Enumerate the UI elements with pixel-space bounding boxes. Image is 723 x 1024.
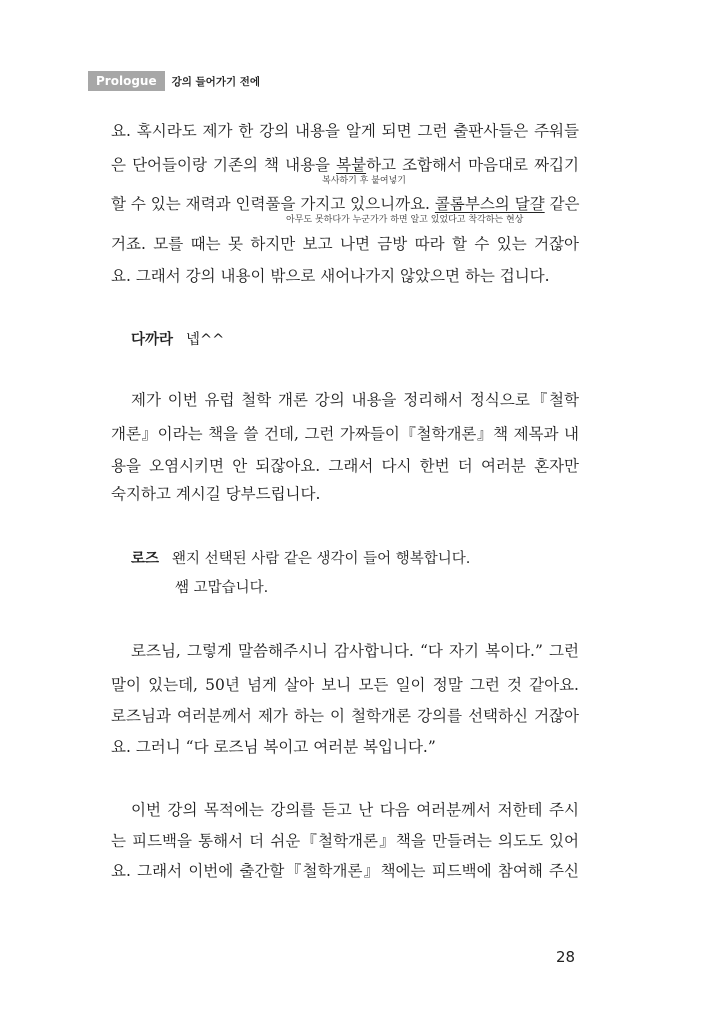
body-line: 제가 이번 유럽 철학 개론 강의 내용을 정리해서 정식으로『철학 [131,391,579,409]
body-line: 요. 그러니 “다 로즈님 복이고 여러분 복입니다.” [111,738,436,756]
running-header [88,71,260,91]
dialogue-message: 넵^^ [185,332,225,348]
body-line: 할 수 있는 재력과 인력풀을 가지고 있으니까요. 콜롬부스의 달걀 같은 [111,195,580,213]
section-label: Prologue [88,71,165,91]
dialogue-line [131,547,470,570]
body-line: 거죠. 모를 때는 못 하지만 보고 나면 금방 따라 할 수 있는 거잖아 [111,235,579,253]
body-line: 은 단어들이랑 기존의 책 내용을 복붙하고 조합해서 마음대로 짜깁기 [111,156,579,174]
dialogue-message: 쌤 고맙습니다. [175,580,269,596]
body-line: 요. 그래서 이번에 출간할『철학개론』책에는 피드백에 참여해 주신 [111,862,579,880]
page-number: 28 [556,948,576,966]
body-line: 개론』이라는 책을 쓸 건데, 그런 가짜들이『철학개론』책 제목과 내 [111,425,579,443]
body-line: 요. 그래서 강의 내용이 밖으로 새어나가지 않았으면 하는 겁니다. [111,267,550,285]
term-gloss: 아무도 못하다가 누군가가 하면 알고 있었다고 착각하는 현상 [286,215,524,225]
speaker-name: 로즈 [131,551,160,567]
term-gloss: 복사하기 후 붙여넣기 [322,176,406,186]
body-line: 이번 강의 목적에는 강의를 듣고 난 다음 여러분께서 저한테 주시 [131,801,579,819]
body-line: 로즈님, 그렇게 말씀해주시니 감사합니다. “다 자기 복이다.” 그런 [131,642,579,660]
speaker-name: 다까라 [131,332,174,348]
body-line: 는 피드백을 통해서 더 쉬운『철학개론』책을 만들려는 의도도 있어 [111,832,579,850]
chapter-title: 강의 들어가기 전에 [171,75,261,88]
underlined-term: 콜롬부스의 달걀 [434,195,545,213]
dialogue-line [131,328,224,351]
dialogue-message: 왠지 선택된 사람 같은 생각이 들어 행복합니다. [171,551,471,567]
body-line: 요. 혹시라도 제가 한 강의 내용을 알게 되면 그런 출판사들은 주워들 [111,122,579,140]
body-line: 말이 있는데, 50년 넘게 살아 보니 모든 일이 정말 그런 것 같아요. [111,676,579,694]
body-line: 로즈님과 여러분께서 제가 하는 이 철학개론 강의를 선택하신 거잖아 [111,707,579,725]
underlined-term: 복붙 [336,156,367,174]
body-line: 용을 오염시키면 안 되잖아요. 그래서 다시 한번 더 여러분 혼자만 [111,457,579,475]
body-line: 숙지하고 계시길 당부드립니다. [111,485,321,503]
